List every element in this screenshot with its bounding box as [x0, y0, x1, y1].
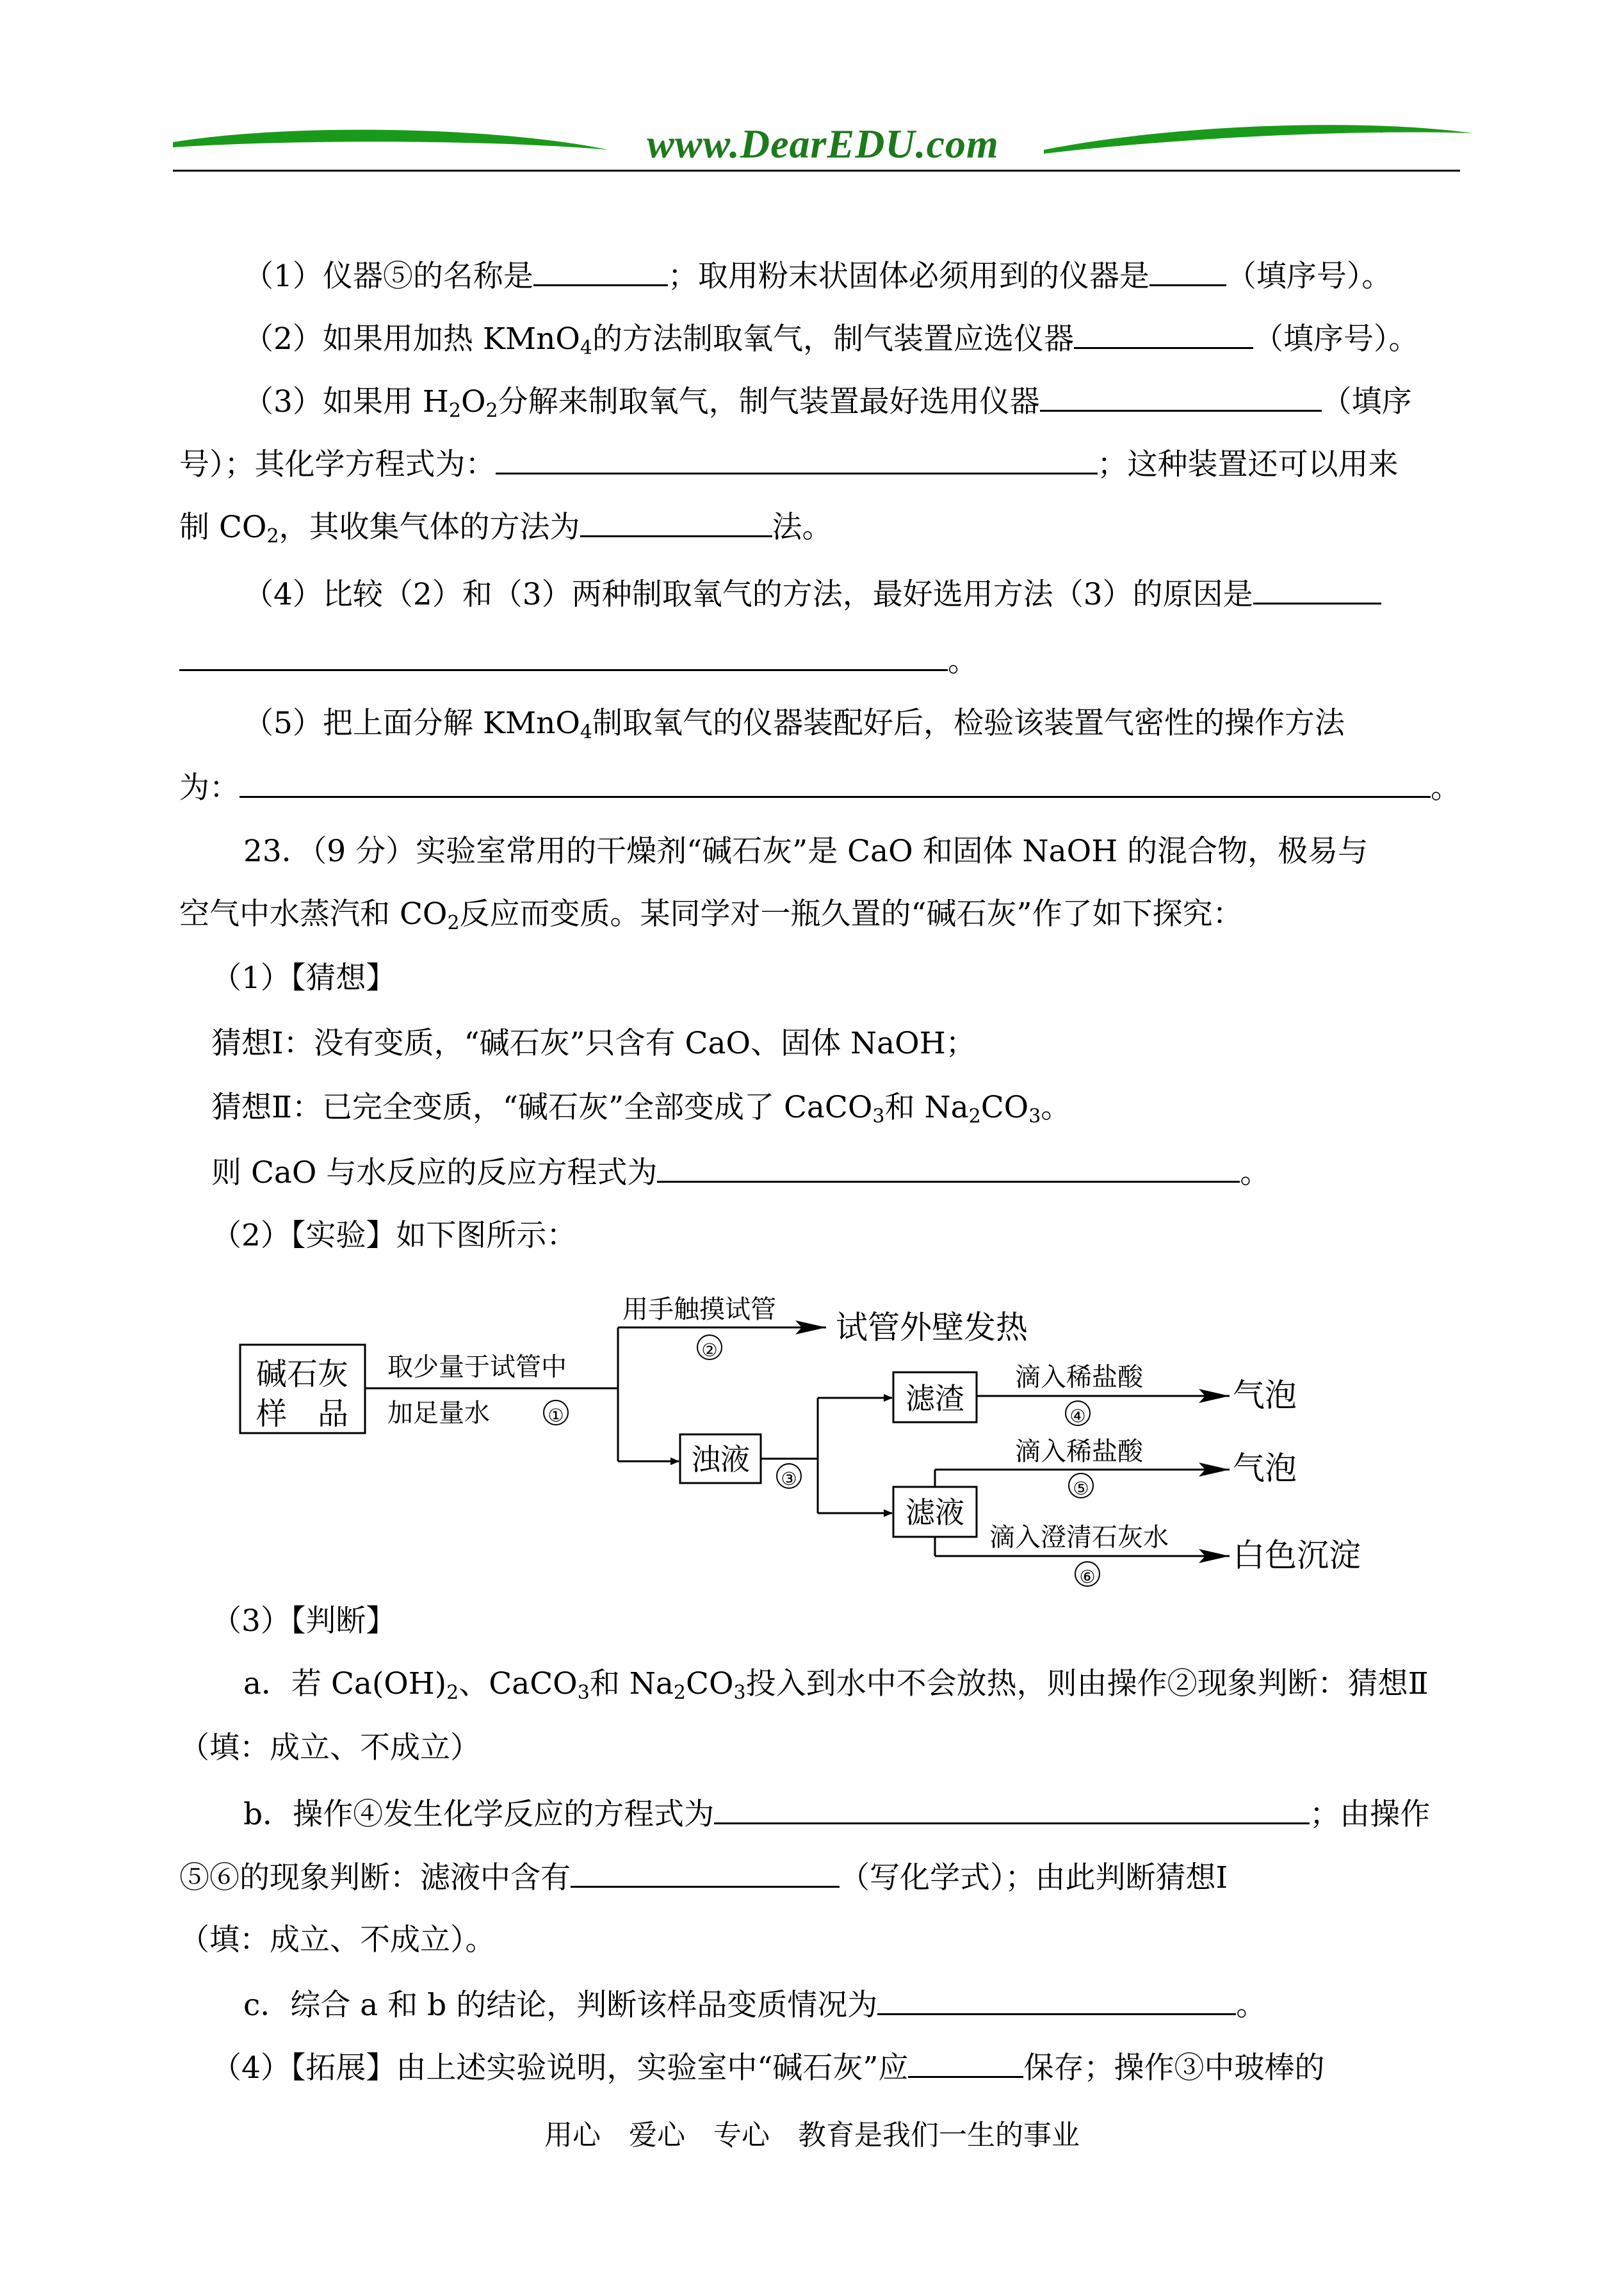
answer-blank[interactable]: [908, 2048, 1023, 2078]
answer-blank[interactable]: [1074, 319, 1253, 349]
judge-b-line-1: b．操作④发生化学反应的方程式为 ；由操作: [243, 1794, 1430, 1834]
sample-label-1: 碱石灰: [256, 1356, 349, 1392]
step1-label-b: 加足量水: [387, 1399, 490, 1428]
q22-line-8: （5）把上面分解 KMnO$_4$制取氧气的仪器装配好后，检验该装置气密性的操作方法: [243, 706, 1345, 743]
residue-box: [893, 1372, 977, 1422]
limewater-label: 滴入澄清石灰水: [989, 1523, 1169, 1552]
heat-result: 试管外壁发热: [836, 1309, 1028, 1346]
answer-blank[interactable]: [571, 1858, 840, 1888]
guess-heading: （1）【猜想】: [211, 961, 396, 996]
turbid-box: [680, 1434, 761, 1483]
q23-line-2: 空气中水蒸汽和 $CO_2$反应而变质。某同学对一瓶久置的“碱石灰”作了如下探究：: [179, 896, 1243, 934]
bubble-result-1: 气泡: [1233, 1377, 1297, 1414]
q22-line-2: （2）如果用加热 KMnO$_4$的方法制取氧气，制气装置应选仪器 （填序号）。: [243, 319, 1418, 359]
judge-c-line: c．综合 a 和 b 的结论，判断该样品变质情况为 。: [243, 1985, 1266, 2025]
guess-1: 猜想Ⅰ：没有变质，“碱石灰”只含有 CaO、固体 NaOH；: [211, 1026, 976, 1061]
q22-line-5: 制 $CO_2$，其收集气体的方法为 法。: [179, 507, 832, 547]
circle-3: ③: [781, 1468, 797, 1489]
answer-blank[interactable]: [580, 507, 772, 537]
acid-label-2: 滴入稀盐酸: [1015, 1437, 1143, 1466]
footer-slogan: 用心 爱心 专心 教育是我们一生的事业: [544, 2119, 1080, 2152]
circle-1: ①: [548, 1405, 564, 1426]
judge-b-line-3: （填：成立、不成立）。: [179, 1922, 496, 1958]
answer-blank[interactable]: [240, 768, 1431, 798]
q22-line-7: 。: [179, 641, 978, 681]
precipitate-result: 白色沉淀: [1233, 1537, 1361, 1574]
sample-label-2: 样 品: [256, 1396, 349, 1432]
answer-blank[interactable]: [1253, 574, 1381, 604]
circle-2: ②: [701, 1340, 718, 1361]
site-title: www.DearEDU.com: [647, 121, 999, 166]
residue-label: 滤渣: [905, 1381, 964, 1416]
touch-label: 用手触摸试管: [622, 1295, 776, 1324]
circle-6: ⑥: [1079, 1566, 1096, 1587]
filtrate-label: 滤液: [905, 1495, 964, 1530]
answer-blank[interactable]: [496, 444, 1098, 474]
step1-label-a: 取少量于试管中: [387, 1352, 567, 1382]
header-rule: [173, 170, 1460, 172]
experiment-heading: （2）【实验】如下图所示：: [211, 1218, 577, 1253]
q22-line-1: （1）仪器⑤的名称是 ；取用粉末状固体必须用到的仪器是 （填序号）。: [243, 256, 1392, 296]
answer-blank[interactable]: [179, 641, 948, 671]
judge-b-line-2: ⑤⑥的现象判断：滤液中含有 （写化学式）；由此判断猜想Ⅰ: [179, 1858, 1228, 1897]
header-banner: [173, 96, 1473, 179]
filtrate-box: [893, 1487, 977, 1537]
answer-blank[interactable]: [714, 1794, 1310, 1824]
circle-5: ⑤: [1073, 1478, 1089, 1499]
q23-line-1: 23．（9 分）实验室常用的干燥剂“碱石灰”是 CaO 和固体 NaOH 的混合物，极易与: [243, 834, 1368, 869]
answer-blank[interactable]: [1149, 256, 1226, 286]
q22-line-3: （3）如果用 $H_2O_2$分解来制取氧气，制气装置最好选用仪器 （填序: [243, 382, 1412, 421]
q22-line-6: （4）比较（2）和（3）两种制取氧气的方法，最好选用方法（3）的原因是: [243, 574, 1381, 614]
guess-2: 猜想Ⅱ：已完全变质，“碱石灰”全部变成了 CaCO$_3$和 $Na_2CO_3$。: [211, 1090, 1071, 1128]
answer-blank[interactable]: [1040, 382, 1322, 412]
answer-blank[interactable]: [877, 1985, 1236, 2015]
cao-equation-line: 则 CaO 与水反应的反应方程式为 。: [211, 1153, 1270, 1192]
bubble-result-2: 气泡: [1233, 1450, 1297, 1487]
acid-label-1: 滴入稀盐酸: [1015, 1363, 1143, 1392]
answer-blank[interactable]: [657, 1153, 1240, 1183]
answer-blank[interactable]: [533, 256, 668, 286]
judge-heading: （3）【判断】: [211, 1603, 396, 1639]
sample-box: [240, 1345, 365, 1433]
q22-line-4: 号）；其化学方程式为： ；这种装置还可以用来: [179, 444, 1399, 484]
turbid-label: 浊液: [691, 1442, 750, 1477]
judge-a-line-2: （填：成立、不成立）: [179, 1730, 480, 1765]
extension-line: （4）【拓展】由上述实验说明，实验室中“碱石灰”应 保存；操作③中玻棒的: [211, 2048, 1324, 2088]
q22-line-9: 为： 。: [179, 768, 1461, 807]
circle-4: ④: [1069, 1406, 1086, 1427]
judge-a-line-1: a．若 $Ca(OH)_2$、CaCO$_3$和 $Na_2CO_3$投入到水中不会放热，则由操作②现象判断：猜想Ⅱ: [243, 1666, 1429, 1704]
